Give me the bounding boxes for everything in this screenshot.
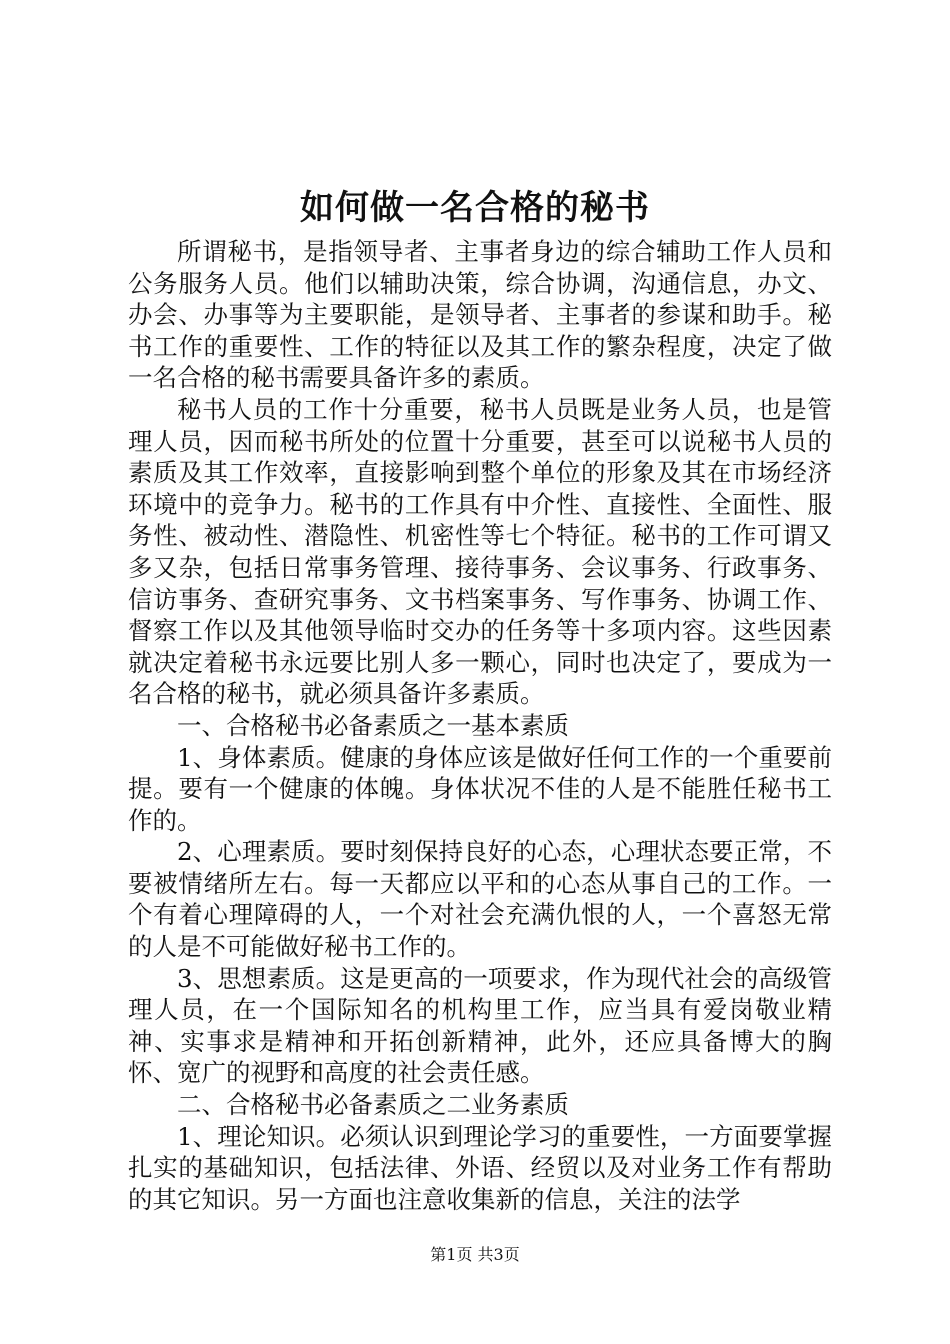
document-title: 如何做一名合格的秘书 <box>300 188 650 228</box>
paragraph-theoretical-knowledge: 1、理论知识。必须认识到理论学习的重要性，一方面要掌握扎实的基础知识，包括法律、外语、经贸以及对业务工作有帮助的其它知识。另一方面也注意收集新的信息，关注的法学 <box>128 1121 832 1214</box>
paragraph-intro: 所谓秘书，是指领导者、主事者身边的综合辅助工作人员和公务服务人员。他们以辅助决策，综合协调，沟通信息，办文、办会、办事等为主要职能，是领导者、主事者的参谋和助手。秘书工作的重要性、工作的特征以及其工作的繁杂程度，决定了做一名合格的秘书需要具备许多的素质。 <box>128 237 832 393</box>
section-heading-professional-qualities: 二、合格秘书必备素质之二业务素质 <box>177 1090 569 1120</box>
paragraph-physical-quality: 1、身体素质。健康的身体应该是做好任何工作的一个重要前提。要有一个健康的体魄。身体状况不佳的人是不能胜任秘书工作的。 <box>128 742 832 835</box>
paragraph-importance: 秘书人员的工作十分重要，秘书人员既是业务人员，也是管理人员，因而秘书所处的位置十分重要，甚至可以说秘书人员的素质及其工作效率，直接影响到整个单位的形象及其在市场经济环境中的竞争力。秘书的工作具有中介性、直接性、全面性、服务性、被动性、潜隐性、机密性等七个特征。秘书的工作可谓又多又杂，包括日常事务管理、接待事务、会议事务、行政事务、信访事务、查研究事务、文书档案事务、写作事务、协调工作、督察工作以及其他领导临时交办的任务等十多项内容。这些因素就决定着秘书永远要比别人多一颗心，同时也决定了，要成为一名合格的秘书，就必须具备许多素质。 <box>128 394 832 709</box>
page-footer: 第1页 共3页 <box>430 1245 520 1264</box>
paragraph-psychological-quality: 2、心理素质。要时刻保持良好的心态，心理状态要正常，不要被情绪所左右。每一天都应以平和的心态从事自己的工作。一个有着心理障碍的人，一个对社会充满仇恨的人，一个喜怒无常的人是不可能做好秘书工作的。 <box>128 837 832 962</box>
document-body <box>128 236 832 1215</box>
section-heading-basic-qualities: 一、合格秘书必备素质之一基本素质 <box>177 710 569 740</box>
paragraph-ideological-quality: 3、思想素质。这是更高的一项要求，作为现代社会的高级管理人员，在一个国际知名的机构里工作，应当具有爱岗敬业精神、实事求是精神和开拓创新精神，此外，还应具备博大的胸怀、宽广的视野和高度的社会责任感。 <box>128 963 832 1088</box>
